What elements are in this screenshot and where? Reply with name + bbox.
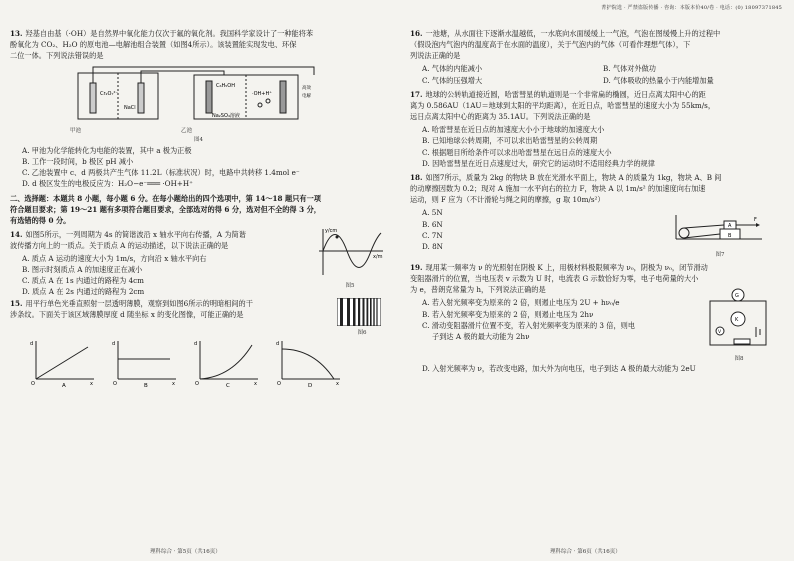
option-d: D. 气体吸收的热量小于内能增加量 — [603, 75, 714, 85]
wave-graph — [313, 225, 387, 279]
svg-text:F: F — [754, 217, 757, 224]
page-footer: 理科综合 · 第5页（共16页） — [150, 549, 221, 556]
svg-text:V: V — [718, 330, 722, 336]
option-a: A. 若入射光频率变为原来的 2 倍，则遏止电压为 2U + hν₀/e — [422, 298, 620, 308]
figure-label-right: 乙池 — [181, 128, 193, 135]
question-17 — [410, 89, 784, 122]
options-row — [422, 63, 784, 74]
question-15 — [10, 298, 387, 338]
section-line: 有选错的得 0 分。 — [10, 216, 71, 226]
svg-text:d: d — [194, 341, 198, 348]
question-number: 17. — [410, 89, 423, 99]
question-stem: 变阻器滑片的位置，当电压表 v 示数为 U 时，电流表 G 示数恰好为零，电子电荷量的大小 — [410, 274, 699, 284]
graph-label: D — [308, 383, 313, 388]
figure-caption: 图6 — [357, 329, 367, 336]
question-16 — [410, 28, 784, 61]
option-d: D. d 极区发生的电极反应为：H₂O−e⁻═══ ·OH+H⁺ — [22, 178, 193, 188]
answer-graphs — [28, 337, 387, 390]
section-line: 二、选择题：本题共 8 小题，每小题 6 分。在每小题给出的四个选项中，第 14～18 题只有一项 — [10, 194, 321, 204]
figure-caption: 图4 — [194, 136, 203, 143]
svg-text:A: A — [728, 223, 732, 230]
right-page — [400, 0, 794, 561]
question-number: 18. — [410, 172, 423, 182]
question-stem: 二位一体。下列说法错误的是 — [10, 51, 104, 61]
figure-caption: 图8 — [734, 355, 744, 362]
axis-y-label: y/cm — [325, 227, 338, 234]
question-stem: 运动，则 F 应为（不计滑轮与绳之间的摩擦，g 取 10m/s²） — [410, 195, 605, 205]
question-number: 14. — [10, 229, 23, 239]
figure-4 — [30, 65, 387, 127]
svg-text:O: O — [31, 381, 35, 388]
option-b: B. 图示时刻质点 A 的加速度正在减小 — [22, 265, 143, 275]
electrochem-cell-diagram — [74, 65, 344, 127]
graph-option-c — [192, 337, 262, 390]
option-d: D. 因哈雷彗星在近日点速度过大，研究它的运动时不适用经典力学的规律 — [422, 158, 655, 168]
question-stem: 如图5所示，一列周期为 4s 的简谐波沿 x 轴水平向右传播，A 为简谐 — [25, 229, 246, 239]
svg-text:O: O — [277, 381, 281, 388]
figure-caption: 图5 — [345, 282, 355, 289]
question-stem: 酚氧化为 CO₂、H₂O 的原电池—电解池组合装置（如图4所示）。该装置能实现发电、环保 — [10, 40, 297, 50]
graph-option-d — [274, 337, 344, 390]
svg-text:B: B — [728, 233, 732, 240]
question-stem: 用平行单色光垂直照射一层透明薄膜，观察到如图6所示的明暗相间的干 — [25, 298, 253, 308]
question-stem: 波传播方向上的一质点。关于质点 A 的运动描述，以下说法正确的是 — [10, 240, 229, 250]
figure-6 — [337, 298, 387, 338]
options-row — [422, 75, 784, 86]
question-18 — [410, 172, 784, 205]
question-stem: 涉条纹。下面关于该区域薄膜厚度 d 随坐标 x 的变化图像，可能正确的是 — [10, 309, 244, 319]
svg-text:x: x — [90, 381, 93, 388]
question-stem: 一池塘，从水面往下逐渐水温越低，一水底向水面缓缓上一气泡，气泡在图缓慢上升的过程中 — [425, 29, 721, 38]
svg-text:d: d — [30, 341, 34, 348]
question-number: 13. — [10, 29, 23, 38]
option-c: C. 乙池装置中 c、d 两极共产生气体 11.2L（标准状况）时，电路中共转移 1.4mol e⁻ — [22, 167, 300, 177]
question-13 — [10, 28, 387, 61]
option-d: D. 8N — [422, 241, 443, 251]
photoelectric-circuit — [704, 287, 774, 351]
svg-text:NaCl: NaCl — [123, 105, 136, 112]
question-stem: 离为 0.586AU（1AU＝地球到太阳的平均距离），在近日点，哈雷彗星的速度大小为 55km/s， — [410, 100, 716, 110]
option-b: B. 工作一段时间，b 极区 pH 减小 — [22, 156, 134, 166]
svg-text:·OH+H⁺: ·OH+H⁺ — [251, 91, 272, 98]
option-c: C. 根据题目所给条件可以求出哈雷彗星在远日点的速度大小 — [422, 147, 612, 157]
option-b: B. 若入射光频率变为原来的 2 倍，则遏止电压为 2hν — [422, 309, 594, 319]
svg-text:K: K — [735, 317, 739, 324]
header-note: 菁护院选 · 严禁盗版传播 · 咨询：本版本价40/卷 · 电话：(0) 18097371845 — [601, 5, 782, 11]
figure-label-left: 甲池 — [70, 128, 82, 135]
option-b: B. 气体对外做功 — [603, 64, 656, 74]
axis-x-label: x/m — [373, 253, 383, 260]
option-c: C. 滑动变阻器滑片位置不变，若入射光频率变为原来的 3 倍，则电 — [422, 320, 636, 330]
question-number: 15. — [10, 298, 23, 308]
graph-option-a — [28, 337, 98, 390]
pulley-block-diagram — [672, 207, 768, 247]
svg-text:O: O — [113, 381, 117, 388]
page-footer: 理科综合 · 第6页（共16页） — [550, 549, 621, 556]
question-stem: 地球的公转轨道接近圆，哈雷彗星的轨道则是一个非常扁的椭圆，近日点离太阳中心的距 — [425, 89, 706, 99]
svg-text:x: x — [172, 381, 175, 388]
graph-option-b — [110, 337, 180, 390]
section-line: 符合题目要求；第 19～21 题有多项符合题目要求，全部选对的得 6 分，选对但不全的得 3 分， — [10, 205, 321, 215]
option-c-cont: 子到达 A 极的最大动能为 2hν — [432, 331, 530, 341]
graph-label: B — [144, 383, 148, 388]
graph-label: A — [62, 383, 66, 388]
question-number: 16. — [410, 29, 423, 38]
svg-text:x: x — [254, 381, 257, 388]
question-18-options — [410, 207, 784, 259]
question-stem: 羟基自由基（·OH）是自然界中氧化能力仅次于氟的氧化剂。我国科学家设计了一种能将苯 — [25, 29, 314, 38]
option-c: C. 质点 A 在 1s 内通过的路程为 4cm — [22, 276, 144, 286]
svg-text:C₆H₅OH: C₆H₅OH — [215, 83, 235, 90]
question-stem: 为 e，普朗克常量为 h，下列说法正确的是 — [410, 285, 546, 295]
option-d: D. 入射光频率为 ν，若改变电路，加大外为向电压，电子到达 A 极的最大动能为 2eU — [422, 364, 696, 374]
graph-label: C — [226, 383, 230, 388]
question-stem: 的动摩擦因数为 0.2；现对 A 施加一水平向右的拉力 F，物块 A 以 1m/s² 的加速度向右加速 — [410, 184, 706, 194]
svg-text:O: O — [195, 381, 199, 388]
option-b: B. 已知地球公转周期，不可以求出哈雷彗星的公转周期 — [422, 136, 598, 146]
option-c: C. 气体的压强增大 — [422, 75, 483, 85]
option-a: A. 质点 A 运动的速度大小为 1m/s，方向沿 x 轴水平向右 — [22, 253, 207, 263]
question-14 — [10, 229, 387, 298]
svg-text:电解: 电解 — [301, 94, 311, 100]
question-19-options — [410, 293, 784, 363]
option-a: A. 气体的内能减小 — [422, 64, 483, 74]
option-a: A. 哈雷彗星在近日点的加速度大小小于地球的加速度大小 — [422, 125, 605, 135]
interference-fringes — [337, 298, 381, 326]
svg-text:Na₂SO₄溶液: Na₂SO₄溶液 — [211, 113, 240, 120]
figure-7 — [672, 207, 768, 259]
option-a: A. 5N — [422, 208, 443, 218]
svg-text:G: G — [735, 293, 739, 300]
figure-caption: 图7 — [715, 251, 725, 258]
svg-text:d: d — [276, 341, 280, 348]
svg-text:高效: 高效 — [301, 86, 311, 92]
option-a: A. 甲池为化学能转化为电能的装置，其中 a 极为正极 — [22, 145, 192, 155]
figure-5 — [313, 225, 387, 298]
question-stem: 现用某一频率为 ν 的光照射在阴极 K 上，用极材料极限频率为 ν₀，阴极为 ν₀，闭节滑动 — [425, 263, 708, 273]
svg-text:x: x — [336, 381, 339, 388]
question-number: 19. — [410, 263, 423, 273]
figure-8 — [704, 287, 774, 363]
svg-text:d: d — [112, 341, 116, 348]
section-2-instructions — [10, 193, 387, 226]
svg-text:Cr₂O₇²⁻: Cr₂O₇²⁻ — [99, 91, 118, 98]
option-b: B. 6N — [422, 219, 443, 229]
question-stem: 远日点离太阳中心的距离为 35.1AU。下列说法正确的是 — [410, 112, 591, 122]
question-stem: （假设泡内气泡内的温度高于在水面的温度），关于气泡内的气体（可看作理想气体），下 — [410, 40, 691, 50]
option-c: C. 7N — [422, 230, 443, 240]
question-stem: 如图7所示，质量为 2kg 的物块 B 放在光滑水平面上，物块 A 的质量为 1kg，物块 A、B 间 — [425, 172, 722, 182]
option-d: D. 质点 A 在 2s 内通过的路程为 2cm — [22, 287, 145, 297]
question-stem: 列说法正确的是 — [410, 51, 461, 61]
